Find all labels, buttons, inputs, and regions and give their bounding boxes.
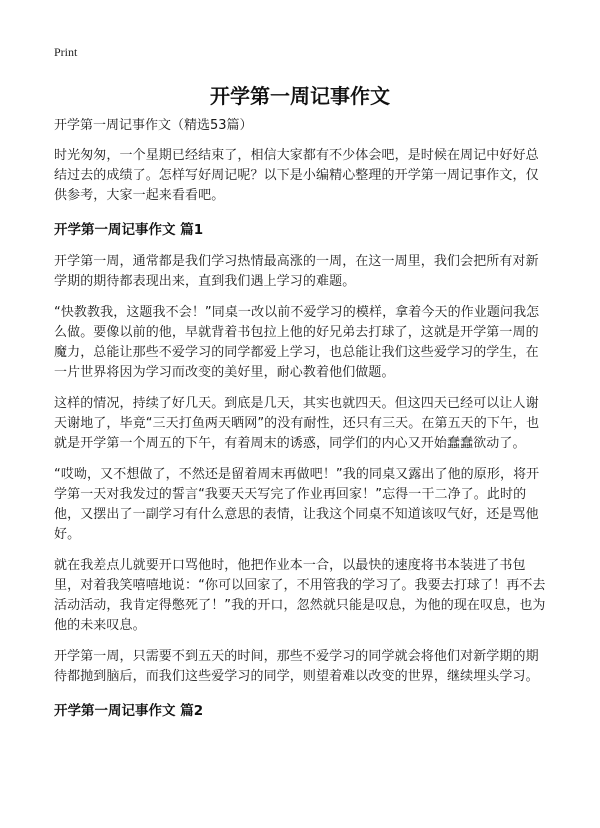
paragraph: 这样的情况，持续了好几天。到底是几天，其实也就四天。但这四天已经可以让人谢天谢地了，毕竟“三天打鱼两天晒网”的没有耐性，还只有三天。在第五天的下午，也就是开学第一个周五的下午，有着周末的诱惑，同学们的内心又开始蠢蠢欲动了。 xyxy=(54,396,540,451)
intro-paragraph: 时光匆匆，一个星期已经结束了，相信大家都有不少体会吧，是时候在周记中好好总结过去的成绩了。怎样写好周记呢？以下是小编精心整理的开学第一周记事作文，仅供参考，大家一起来看看吧。 xyxy=(54,148,539,203)
article-subtitle: 开学第一周记事作文（精选53篇） xyxy=(54,118,253,133)
paragraph: “哎呦，又不想做了，不然还是留着周末再做吧！”我的同桌又露出了他的原形，将开学第一天对我发过的誓言“我要天天写完了作业再回家！”忘得一干二净了。此时的他，又摆出了一副学习有什么意思的表情，让我这个同桌不知道该叹气好，还是骂他好。 xyxy=(54,467,540,542)
paragraph: 开学第一周，通常都是我们学习热情最高涨的一周，在这一周里，我们会把所有对新学期的期待都表现出来，直到我们遇上学习的难题。 xyxy=(54,254,539,289)
section-heading-1: 开学第一周记事作文 篇1 xyxy=(54,222,204,238)
print-label: Print xyxy=(54,45,78,59)
paragraph: “快教教我，这题我不会！”同桌一改以前不爱学习的模样，拿着今天的作业题问我怎么做。要像以前的他，早就背着书包拉上他的好兄弟去打球了，这就是开学第一周的魔力，总能让那些不爱学习的同学都爱上学习，也总能让我们这些爱学习的学生，在一片世界将因为学习而改变的美好里，耐心教着他们做题。 xyxy=(54,305,540,380)
section-heading-2: 开学第一周记事作文 篇2 xyxy=(54,703,204,719)
paragraph: 就在我差点儿就要开口骂他时，他把作业本一合，以最快的速度将书本装进了书包里，对着我笑嘻嘻地说：“你可以回家了，不用管我的学习了。我要去打球了！再不去活动活动，我肯定得憋死了！”我的开口，忽然就只能是叹息，为他的现在叹息，也为他的未来叹息。 xyxy=(54,558,546,633)
article-body xyxy=(54,116,551,733)
page-title: 开学第一周记事作文 xyxy=(210,84,390,108)
paragraph: 开学第一周，只需要不到五天的时间，那些不爱学习的同学就会将他们对新学期的期待都抛到脑后，而我们这些爱学习的同学，则望着难以改变的世界，继续埋头学习。 xyxy=(54,649,539,684)
